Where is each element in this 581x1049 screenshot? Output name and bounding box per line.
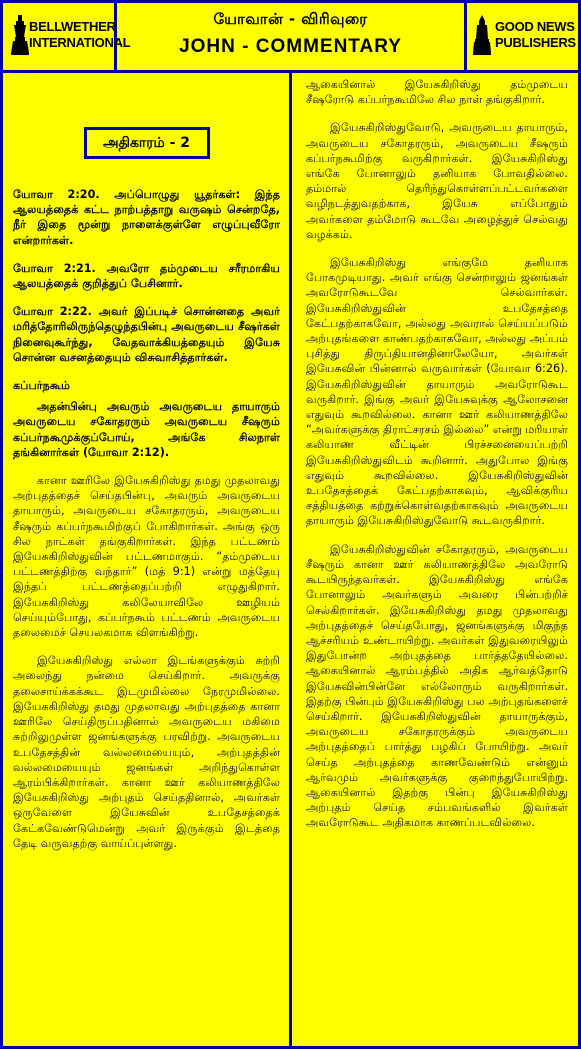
verse-2-22: யோவா 2:22. அவர் இப்படிச் சொன்னதை அவர் மரித்தோரிலிருந்தெழுந்தபின்பு அவருடைய சீஷர்கள் நினைவுகூர்ந்து, வேதவாக்கியத்தையும் இயேசு சொன்ன வசனத்தையும் விசுவாசித்தார்கள்.: [13, 305, 280, 364]
logo-right-line2: PUBLISHERS: [495, 35, 576, 50]
good-news-logo: [464, 3, 578, 70]
right-paragraph-1: ஆகையினால் இயேசுகிறிஸ்து தம்முடைய சீஷரோடு கப்பர்நகூமிலே சில நாள் தங்குகிறார்.: [306, 78, 568, 107]
logo-left-line2: INTERNATIONAL: [29, 35, 131, 50]
left-paragraph-2: இயேசுகிறிஸ்து எல்லா இடங்களுக்கும் சுற்றி அலைந்து நன்மை செய்கிறார். அவருக்கு தலைசாய்க்கக்கூட இடமுமில்லை நேரமுமில்லை. இயேசுகிறிஸ்து தமது முதலாவது அற்புதத்தை கானா ஊரிலே செய்திருப்பதினால் அவருடைய மகிமை சுற்றிலுமுள்ள ஜனங்களுக்கு பரவிற்று. அவருடைய உபதேசத்தின் வல்லமையையும், அற்புதத்தின் வல்லமையையும் ஜனங்கள் அறிந்துகொள்ள ஆரம்பிக்கிறார்கள். கானா ஊர் கலியாணத்திலே இயேசுகிறிஸ்து அற்புதம் செய்ததினால், அவர்கள் ஒருவேளை இயேசுவின் உபதேசத்தைக் கேட்கவேண்டுமென்று அவர் இருக்கும் இடத்தை தேடி வருவதற்கு வாய்ப்புள்ளது.: [13, 654, 280, 850]
verse-2-12: அதன்பின்பு அவரும் அவருடைய தாயாரும் அவருடைய சகோதரரும் அவருடைய சீஷரும் கப்பர்நகூமுக்குப்போய், அங்கே சிலநாள் தங்கினார்கள் (யோவா 2:12).: [13, 400, 280, 459]
bellwether-logo: [3, 3, 131, 70]
good-news-logo-icon: [473, 15, 491, 55]
left-column: [3, 73, 292, 1046]
right-paragraph-4: இயேசுகிறிஸ்துவின் சகோதரரும், அவருடைய சீஷரும் கானா ஊர் கலியாணத்திலே அவரோடு கூடயிருந்தவர்கள். இயேசுகிறிஸ்து எங்கே போனாலும் அவர்களும் அவரை பின்பற்றிச் செல்கிறார்கள். இயேசுகிறிஸ்து தமது முதலாவது அற்புதத்தைச் செய்தபோது, ஜனங்களுக்கு மிகுந்த ஆச்சரியம் உண்டாயிற்று. அவர்கள் இதுவரையிலும் இதுபோன்ற அற்புதத்தை பார்த்ததேயில்லை. ஆகையினால் ஆரம்பத்தில் அதிக ஆர்வத்தோடு இயேசுவின்பின்னே எல்லோரும் வருகிறார்கள். இதற்கு பின்பும் இயேசுகிறிஸ்து பல அற்புதங்களைச் செய்கிறார். இயேசுகிறிஸ்துவின் தாயாருக்கும், அவருடைய சகோதரருக்கும் அவருடைய அற்புதத்தைப் பார்த்து பழகிப் போயிற்று. அவர் செய்த அற்புதத்தை காணவேண்டும் என்னும் ஆர்வமும் அவர்களுக்கு குறைந்துபோயிற்று. ஆகையினால் இதற்கு பின்பு இயேசுகிறிஸ்து அற்புதம் செய்த சம்பவங்களில் இவர்கள் அவரோடுகூட அதிகமாக காணப்படவில்லை.: [306, 542, 568, 830]
right-paragraph-2: இயேசுகிறிஸ்துவோடு, அவருடைய தாயாரும், அவருடைய சகோதரரும், அவருடைய சீஷரும் கப்பர்நகூமிற்கு வருகிறார்கள். இயேசுகிறிஸ்து எங்கே போனாலும் தனியாக போவதில்லை. தம்மால் தெரிந்துகொள்ளப்பட்டவர்களை வழிநடத்துவதற்காக, இயேசு எப்போதும் அவர்களை தம்மோடு கூடவே அழைத்துச் செல்வது வழக்கம்.: [306, 121, 568, 241]
chapter-label: அதிகாரம் - 2: [84, 127, 210, 159]
left-paragraph-1: கானா ஊரிலே இயேசுகிறிஸ்து தமது முதலாவது அற்புதத்தைச் செய்தபின்பு, அவரும் அவருடைய தாயாரும், அவருடைய சகோதரரும், அவருடைய சீஷரும் கப்பர்நகூமிற்குப் போகிறார்கள். அங்கு ஒரு சில நாட்கள் தங்குகிறார்கள். இந்த பட்டணம் இயேசுகிறிஸ்துவின் பட்டணமாகும். “தம்முடைய பட்டணத்திற்கு வந்தார்” (மத் 9:1) என்று மத்தேயு இந்தப் பட்டணத்தைப்பற்றி எழுதுகிறார். இயேசுகிறிஸ்து கலிலேயாவிலே ஊழியம் செய்யும்போது, கப்பர்நகூம் பட்டணம் அவருடைய தலைமைச் செயலகமாக விளங்கிற்று.: [13, 474, 280, 640]
title-english: JOHN - COMMENTARY: [179, 36, 402, 57]
section-heading: கப்பர்நகூம்: [13, 379, 71, 393]
header: [3, 3, 578, 73]
verse-2-21: யோவா 2:21. அவரோ தம்முடைய சரீரமாகிய ஆலயத்தைக் குறித்துப் பேசினார்.: [13, 261, 280, 291]
title-tamil: யோவான் - விரிவுரை: [213, 10, 368, 28]
verse-2-20: யோவா 2:20. அப்பொழுது யூதர்கள்: இந்த ஆலயத்தைக் கட்ட நாற்பத்தாறு வருஷம் சென்றதே, நீர் இதை மூன்று நாளைக்குள்ளே எழுப்புவீரோ என்றார்கள்.: [13, 188, 280, 247]
bellwether-logo-icon: [11, 15, 29, 55]
title-box: [117, 3, 464, 70]
logo-right-line1: GOOD NEWS: [495, 19, 575, 34]
logo-left-line1: BELLWETHER: [29, 19, 116, 34]
right-column: [292, 73, 578, 1046]
right-paragraph-3: இயேசுகிறிஸ்து எங்குமே தனியாக போகமுடியாது. அவர் எங்கு சென்றாலும் ஜனங்கள் அவரோடுகூடவே செல்வார்கள். இயேசுகிறிஸ்துவின் உபதேசத்தை கேட்பதற்காகவோ, அல்லது அவரால் செய்யப்படும் அற்புதங்களை காண்பதற்காகவோ, அல்லது அப்பம் புசித்து திருப்தியானதினாலேயோ, அவர்கள் இயேசுவின் பின்னால் வருவார்கள் (யோவா 6:26). இயேசுகிறிஸ்துவின் தாயாரும் அவரோடுகூட வருகிறார். இங்கு அவர் இயேசுவுக்கு ஆலோசனை எதுவும் கூறவில்லை. கானா ஊர் கலியாணத்திலே “அவர்களுக்கு திராட்சரசம் இல்லை” என்று மரியாள் கலியாண வீட்டின் பிரச்சனையைப்பற்றி இயேசுகிறிஸ்துவிடம் கூறினார். அதுபோல இங்கு எதுவும் கூறவில்லை. இயேசுகிறிஸ்துவின் உபதேசத்தைக் கேட்பதற்காகவும், ஆவிக்குரிய சத்தியத்தை கற்றுக்கொள்வதற்காகவும் அவருடைய தாயாரும் இயேசுகிறிஸ்துவோடு கூடவருகிறார்.: [306, 256, 568, 528]
